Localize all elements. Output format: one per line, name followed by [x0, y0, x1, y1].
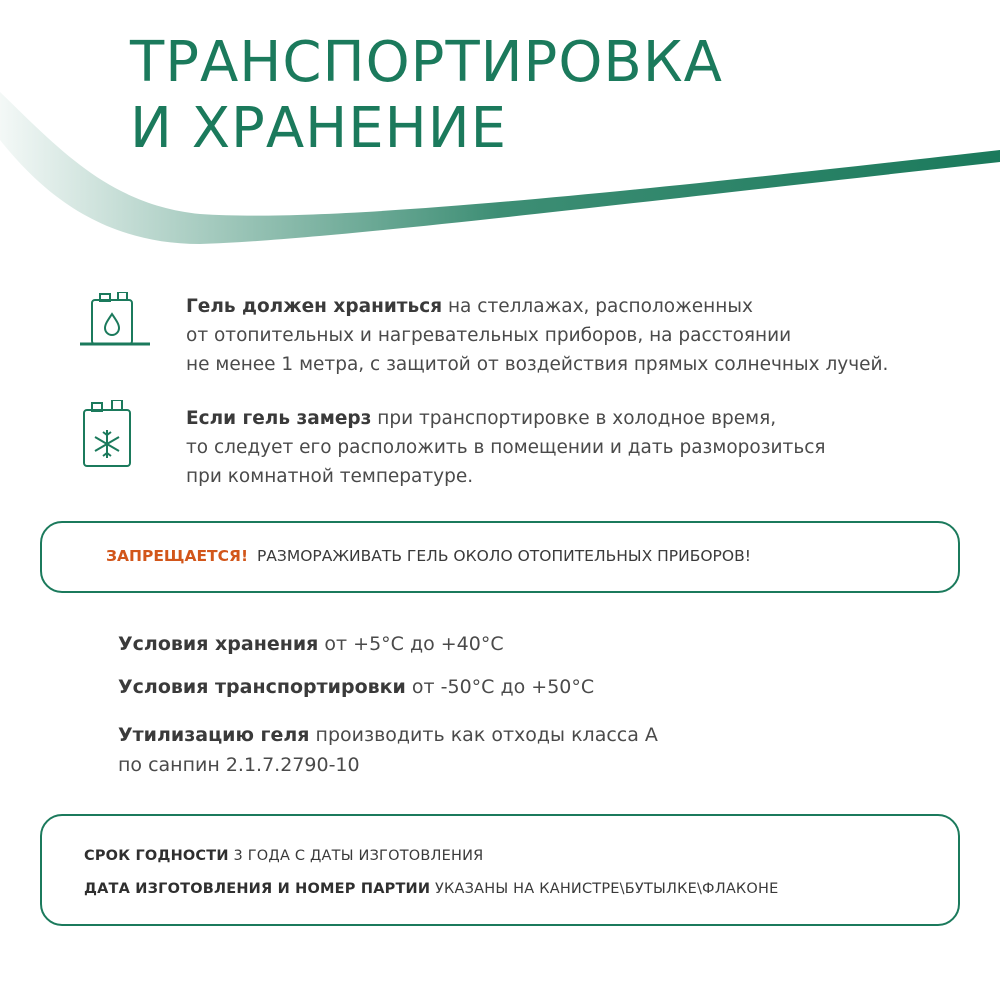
page-title: [130, 30, 723, 162]
warning-box: [40, 521, 960, 593]
disposal-value: производить как отходы класса А: [309, 724, 658, 746]
page-title-line-2: И ХРАНЕНИЕ: [130, 96, 508, 161]
shelf-life-box: [40, 814, 960, 926]
shelf-life-value: 3 ГОДА С ДАТЫ ИЗГОТОВЛЕНИЯ: [228, 848, 484, 864]
canister-snowflake-icon: [80, 400, 140, 470]
storage-rule-rest: на стеллажах, расположенных: [442, 296, 753, 317]
batch-info-label: ДАТА ИЗГОТОВЛЕНИЯ И НОМЕР ПАРТИИ: [84, 881, 431, 897]
storage-rule-bold: Гель должен храниться: [186, 296, 443, 317]
warning-message: РАЗМОРАЖИВАТЬ ГЕЛЬ ОКОЛО ОТОПИТЕЛЬНЫХ ПРИБОРОВ!: [256, 547, 751, 565]
shelf-life-line: [84, 848, 483, 864]
frozen-rule-rest: при транспортировке в холодное время,: [371, 408, 777, 429]
transport-conditions-value: от -50°C до +50°C: [405, 676, 595, 698]
storage-rule-line-2: от отопительных и нагревательных приборов, на расстоянии: [186, 325, 792, 346]
shelf-life-label: СРОК ГОДНОСТИ: [84, 848, 229, 864]
warning-text: [106, 547, 751, 565]
frozen-rule-line-3: при комнатной температуре.: [186, 466, 474, 487]
batch-info-line: [84, 881, 779, 897]
storage-conditions: [118, 629, 504, 659]
frozen-rule-item: [80, 400, 980, 490]
storage-conditions-value: от +5°C до +40°C: [318, 633, 504, 655]
warning-label: ЗАПРЕЩАЕТСЯ!: [106, 547, 249, 565]
storage-rule-line-3: не менее 1 метра, с защитой от воздействия прямых солнечных лучей.: [186, 354, 889, 375]
storage-rule-text: [186, 292, 888, 379]
frozen-rule-bold: Если гель замерз: [186, 408, 372, 429]
disposal-instructions: [118, 720, 658, 780]
batch-info-value: УКАЗАНЫ НА КАНИСТРЕ\БУТЫЛКЕ\ФЛАКОНЕ: [430, 881, 779, 897]
page-title-line-1: ТРАНСПОРТИРОВКА: [130, 30, 723, 95]
transport-conditions-label: Условия транспортировки: [118, 676, 406, 698]
disposal-line-2: по санпин 2.1.7.2790-10: [118, 754, 360, 776]
storage-rule-item: [80, 292, 980, 382]
transport-conditions: [118, 672, 594, 702]
frozen-rule-line-2: то следует его расположить в помещении и дать разморозиться: [186, 437, 826, 458]
frozen-rule-text: [186, 404, 826, 491]
disposal-label: Утилизацию геля: [118, 724, 310, 746]
canister-drop-icon: [80, 292, 150, 352]
storage-conditions-label: Условия хранения: [118, 633, 319, 655]
